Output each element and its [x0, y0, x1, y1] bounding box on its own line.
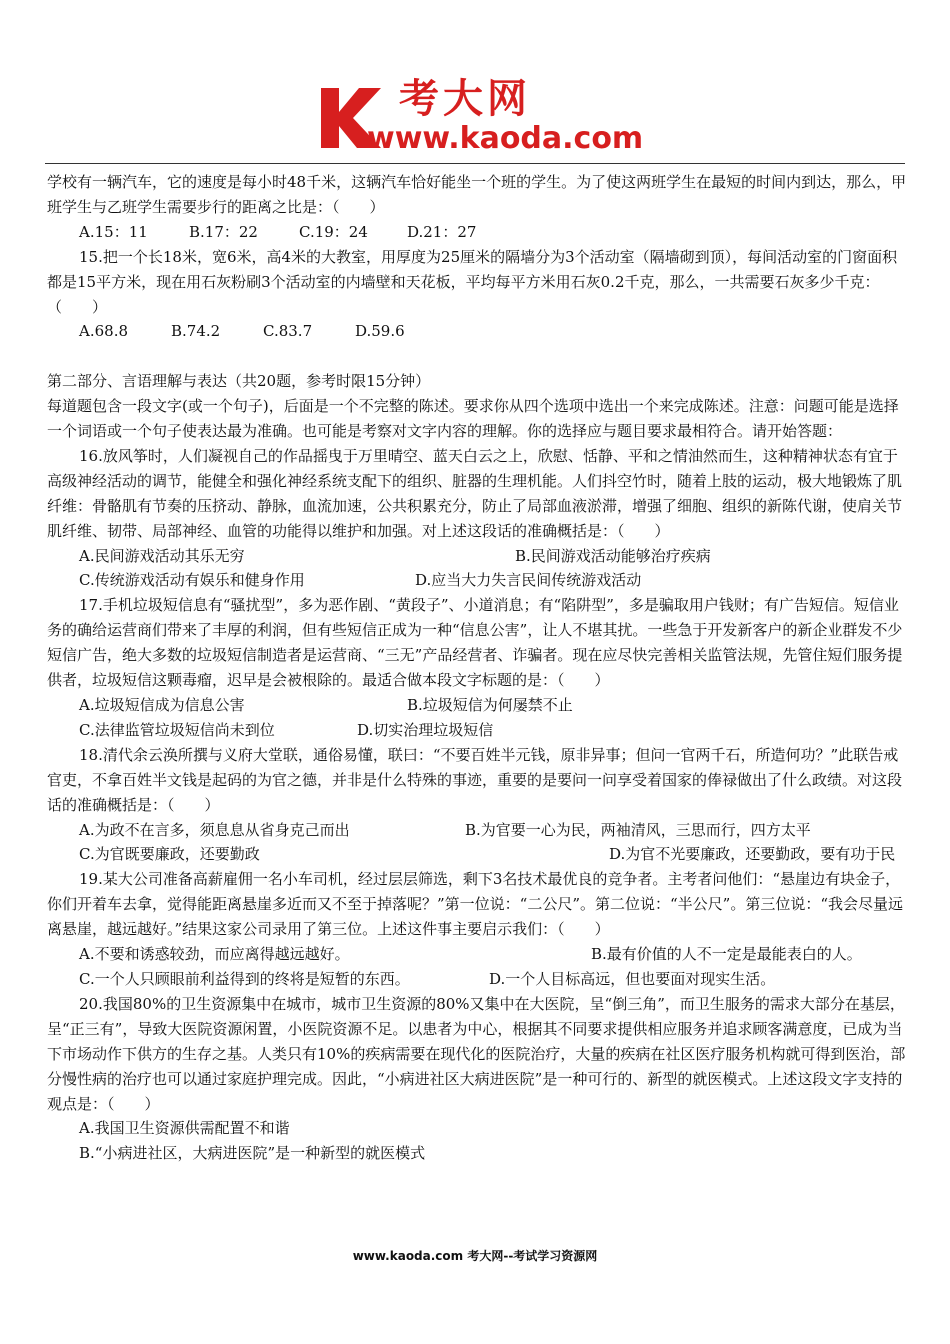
question-19-options	[47, 942, 907, 967]
option: B.为官要一心为民，两袖清风，三思而行，四方太平	[465, 820, 811, 839]
option: B.17：22	[189, 222, 258, 241]
question-20: 20.我国80%的卫生资源集中在城市，城市卫生资源的80%又集中在大医院，呈“倒三角”，而卫生服务的需求大部分在基层，呈“正三有”，导致大医院资源闲置，小医院资源不足。以患者为中心，根据其不同要求提供相应服务并追求顾客满意度，已成为当下市场动作下供方的生存之基。人类只有10%的疾病需要在现代化的医院治疗，大量的疾病在社区医疗服务机构就可得到医治，部分慢性病的治疗也可以通过家庭护理完成。因此，“小病进社区大病进医院”是一种可行的、新型的就医模式。上述这段文字支持的观点是：（ ）	[47, 994, 906, 1113]
question-18-options	[47, 818, 907, 843]
question-16-options	[47, 568, 907, 593]
option: C.19：24	[299, 222, 368, 241]
logo-chinese-name: 考大网	[399, 76, 531, 122]
question-19-options	[47, 967, 907, 992]
option: C.为官既要廉政，还要勤政	[79, 845, 260, 864]
question-18-options	[47, 842, 907, 867]
logo-url: www.kaoda.com	[367, 121, 644, 156]
question-17-options	[47, 693, 907, 718]
option: A.为政不在言多，须息息从省身克己而出	[79, 820, 350, 839]
option: D.应当大力失言民间传统游戏活动	[415, 571, 642, 590]
question-17: 17.手机垃圾短信息有“骚扰型”，多为恶作剧、“黄段子”、小道消息；有“陷阱型”，多是骗取用户钱财；有广告短信。短信业务的确给运营商们带来了丰厚的利润，但有些短信正成为一种“信息公害”，让人不堪其扰。一些急于开发新客户的新企业群发不少短信广告，绝大多数的垃圾短信制造者是运营商、“三无”产品经营者、诈骗者。现在应尽快完善相关监管法规，先管住短们服务提供者，垃圾短信这颗毒瘤，迟早是会被根除的。最适合做本段文字标题的是：（ ）	[47, 596, 903, 690]
header-divider	[45, 163, 905, 164]
option: B.民间游戏活动能够治疗疾病	[515, 546, 711, 565]
option: C.法律监管垃圾短信尚未到位	[79, 720, 275, 739]
page-footer: www.kaoda.com 考大网--考试学习资源网	[352, 1249, 598, 1263]
question-14-tail: 学校有一辆汽车，它的速度是每小时48千米，这辆汽车恰好能坐一个班的学生。为了使这两班学生在最短的时间内到达，那么，甲班学生与乙班学生需要步行的距离之比是：（ ）	[47, 173, 907, 216]
question-15-options	[47, 319, 907, 344]
option: A.民间游戏活动其乐无穷	[79, 546, 245, 565]
option: D.59.6	[355, 322, 405, 341]
option: B.垃圾短信为何屡禁不止	[407, 696, 573, 715]
option: C.83.7	[263, 322, 313, 341]
option: A.15：11	[79, 222, 148, 241]
section-2-intro: 每道题包含一段文字(或一个句子)，后面是一个不完整的陈述。要求你从四个选项中选出一个来完成陈述。注意：问题可能是选择一个词语或一个句子使表达最为准确。也可能是考察对文字内容的理解。你的选择应与题目要求最相符合。请开始答题：	[47, 397, 899, 441]
site-logo	[315, 78, 645, 158]
question-15: 15.把一个长18米，宽6米，高4米的大教室，用厚度为25厘米的隔墙分为3个活动室（隔墙砌到顶），每间活动室的门窗面积都是15平方米，现在用石灰粉刷3个活动室的内墙壁和天花板，平均每平方米用石灰0.2千克，那么，一共需要石灰多少千克：（ ）	[47, 247, 898, 316]
question-17-options	[47, 718, 907, 743]
option: D.一个人目标高远，但也要面对现实生活。	[489, 969, 776, 988]
question-18: 18.清代余云涣所撰与义府大堂联，通俗易懂，联曰：“不要百姓半元钱，原非异事；但问一官两千石，所造何功？”此联告戒官吏，不拿百姓半文钱是起码的为官之德，并非是什么特殊的事迹，重要的是要问一问享受着国家的俸禄做出了什么政绩。对这段话的准确概括是：（ ）	[47, 745, 903, 814]
option: A.不要和诱惑较劲，而应离得越远越好。	[79, 945, 350, 964]
option: A.垃圾短信成为信息公害	[79, 696, 245, 715]
option: D.21：27	[407, 222, 477, 241]
option: B.最有价值的人不一定是最能表白的人。	[591, 945, 862, 964]
document-body	[47, 170, 907, 1166]
question-14-options	[47, 220, 907, 245]
option: C.传统游戏活动有娱乐和健身作用	[79, 571, 305, 590]
option: A.68.8	[79, 322, 128, 341]
question-16: 16.放风筝时，人们凝视自己的作品摇曳于万里晴空、蓝天白云之上，欣慰、恬静、平和之情油然而生，这种精神状态有宜于高级神经活动的调节，能健全和强化神经系统支配下的组织、脏器的生理机能。人们抖空竹时，随着上肢的运动，极大地锻炼了肌纤维：骨骼肌有节奏的压挤动、静脉，血流加速，公共积累充分，防止了局部血液淤滞，增强了细胞、组织的新陈代谢，使肩关节肌纤维、韧带、局部神经、血管的功能得以维护和加强。对上述这段话的准确概括是：（ ）	[47, 446, 903, 540]
option: B.74.2	[171, 322, 221, 341]
section-2-title: 第二部分、言语理解与表达（共20题，参考时限15分钟）	[47, 372, 431, 391]
option: C.一个人只顾眼前利益得到的终将是短暂的东西。	[79, 969, 410, 988]
question-16-options	[47, 544, 907, 569]
question-20-option-a: A.我国卫生资源供需配置不和谐	[79, 1119, 290, 1138]
question-19: 19.某大公司准备高薪雇佣一名小车司机，经过层层筛选，剩下3名技术最优良的竞争者。主考者问他们：“悬崖边有块金子，你们开着车去拿，觉得能距离悬崖多近而又不至于掉落呢？”第一位说：“二公尺”。第二位说：“半公尺”。第三位说：“我会尽量远离悬崖，越远越好。”结果这家公司录用了第三位。上述这件事主要启示我们：（ ）	[47, 870, 904, 939]
option: D.为官不光要廉政，还要勤政，要有功于民	[609, 845, 896, 864]
option: D.切实治理垃圾短信	[357, 720, 494, 739]
question-20-option-b: B.“小病进社区，大病进医院”是一种新型的就医模式	[79, 1144, 426, 1163]
